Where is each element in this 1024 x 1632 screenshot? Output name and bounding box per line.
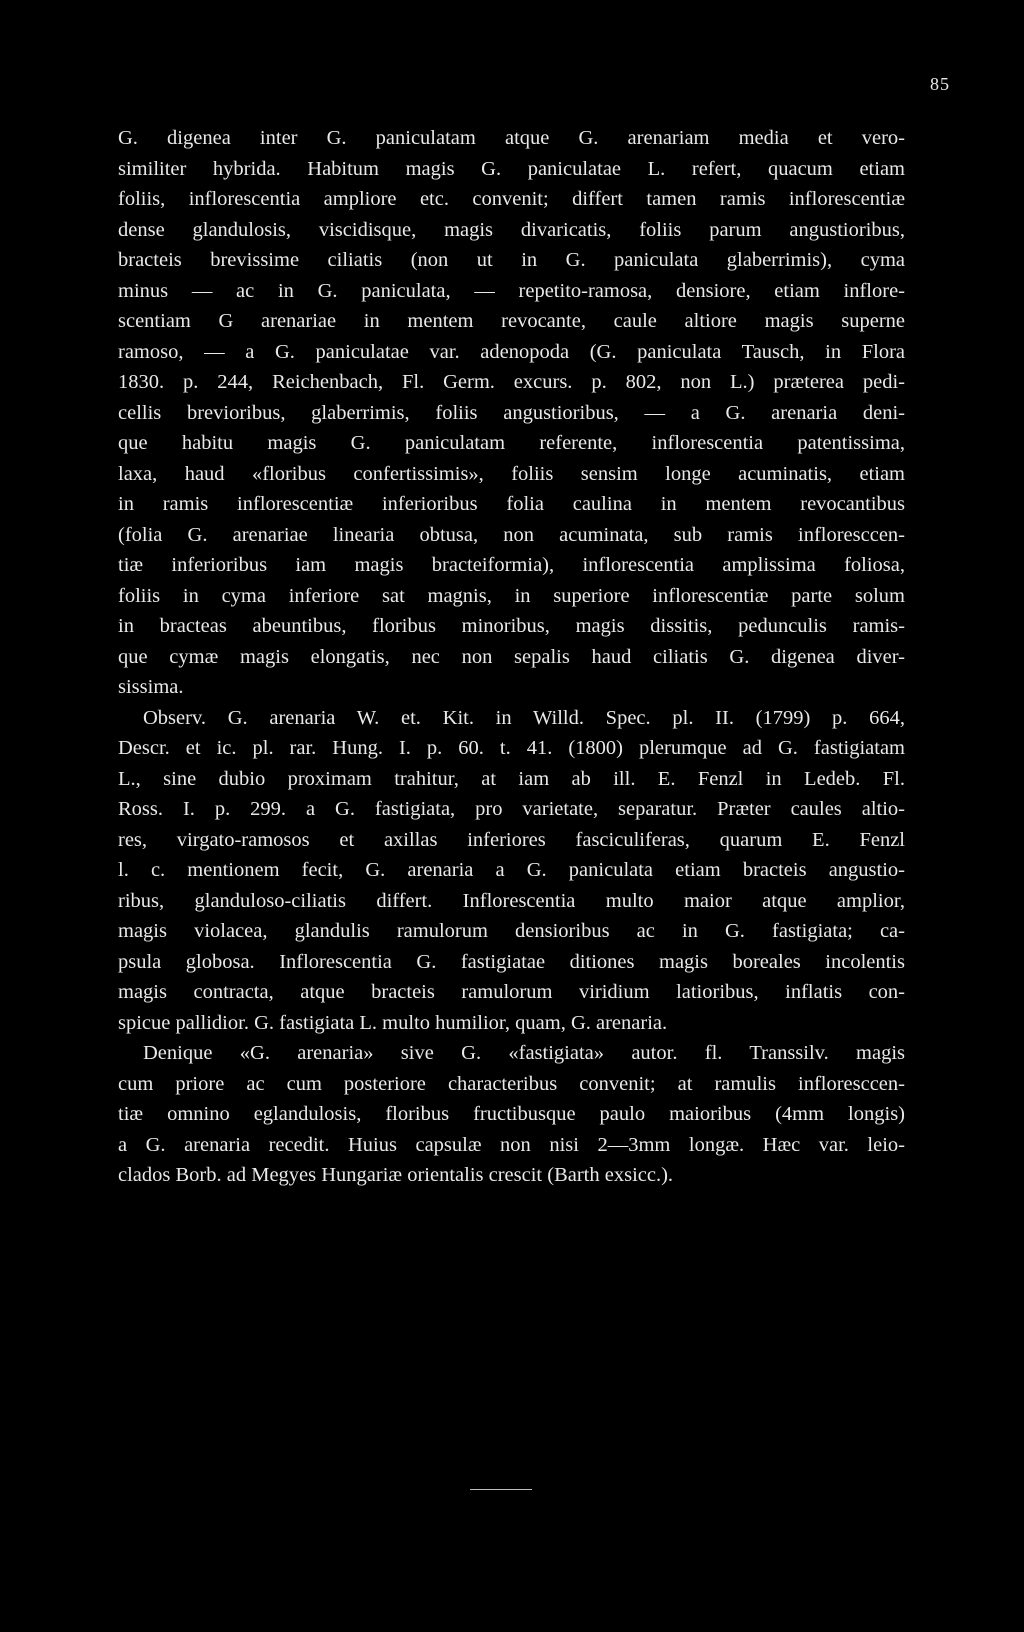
page-number: 85: [930, 74, 950, 94]
text-line: Ross. I. p. 299. a G. fastigiata, pro varietate, separatur. Præter caules altio-: [118, 798, 905, 820]
text-line: Descr. et ic. pl. rar. Hung. I. p. 60. t. 41. (1800) plerumque ad G. fastigiatam: [118, 737, 905, 759]
text-line: clados Borb. ad Megyes Hungariæ orientalis crescit (Barth exsicc.).: [118, 1164, 674, 1186]
text-line: bracteis brevissime ciliatis (non ut in G. paniculata glaberrimis), cyma: [118, 249, 905, 271]
text-line: a G. arenaria recedit. Huius capsulæ non nisi 2—3mm longæ. Hæc var. leio-: [118, 1133, 905, 1156]
text-line: Observ. G. arenaria W. et. Kit. in Willd. Spec. pl. II. (1799) p. 664,: [143, 706, 905, 729]
text-line: ramoso, — a G. paniculatae var. adenopoda (G. paniculata Tausch, in Flora: [118, 340, 905, 363]
text-line: que habitu magis G. paniculatam referente, inflorescentia patentissima,: [118, 432, 905, 454]
body-text: [118, 123, 905, 1191]
text-line: similiter hybrida. Habitum magis G. paniculatae L. refert, quacum etiam: [118, 157, 905, 180]
text-line: cum priore ac cum posteriore characteribus convenit; at ramulis infloresccen-: [118, 1072, 905, 1095]
text-line: laxa, haud «floribus confertissimis», foliis sensim longe acuminatis, etiam: [118, 462, 905, 485]
text-line: G. digenea inter G. paniculatam atque G. arenariam media et vero-: [118, 127, 905, 149]
text-line: scentiam G arenariae in mentem revocante, caule altiore magis superne: [118, 310, 905, 332]
text-line: ribus, glanduloso-ciliatis differt. Inflorescentia multo maior atque amplior,: [118, 889, 905, 912]
text-line: l. c. mentionem fecit, G. arenaria a G. paniculata etiam bracteis angustio-: [118, 859, 905, 881]
text-line: foliis, inflorescentia ampliore etc. convenit; differt tamen ramis inflorescentiæ: [118, 188, 905, 210]
text-line: tiæ inferioribus iam magis bracteiformia), inflorescentia amplissima foliosa,: [118, 554, 905, 576]
text-line: res, virgato-ramosos et axillas inferiores fasciculiferas, quarum E. Fenzl: [118, 828, 905, 851]
text-line: minus — ac in G. paniculata, — repetito-ramosa, densiore, etiam inflore-: [118, 279, 905, 302]
text-line: magis contracta, atque bracteis ramulorum viridium latioribus, inflatis con-: [118, 981, 905, 1003]
text-line: L., sine dubio proximam trahitur, at iam ab ill. E. Fenzl in Ledeb. Fl.: [118, 767, 905, 790]
end-rule: [470, 1489, 532, 1490]
text-line: spicue pallidior. G. fastigiata L. multo humilior, quam, G. arenaria.: [118, 1011, 668, 1034]
text-line: Denique «G. arenaria» sive G. «fastigiata» autor. fl. Transsilv. magis: [143, 1042, 905, 1064]
text-line: que cymæ magis elongatis, nec non sepalis haud ciliatis G. digenea diver-: [118, 645, 905, 668]
text-line: cellis brevioribus, glaberrimis, foliis angustioribus, — a G. arenaria deni-: [118, 401, 905, 424]
text-line: dense glandulosis, viscidisque, magis divaricatis, foliis parum angustioribus,: [118, 218, 905, 241]
text-line: foliis in cyma inferiore sat magnis, in superiore inflorescentiæ parte solum: [118, 584, 905, 607]
text-line: (folia G. arenariae linearia obtusa, non acuminata, sub ramis infloresccen-: [118, 523, 905, 546]
text-line: magis violacea, glandulis ramulorum densioribus ac in G. fastigiata; ca-: [118, 920, 905, 942]
text-line: psula globosa. Inflorescentia G. fastigiatae ditiones magis boreales incolentis: [118, 950, 905, 973]
text-line: sissima.: [118, 676, 184, 698]
text-line: tiæ omnino eglandulosis, floribus fructibusque paulo maioribus (4mm longis): [118, 1103, 905, 1125]
text-line: in bracteas abeuntibus, floribus minoribus, magis dissitis, pedunculis ramis-: [118, 615, 905, 637]
text-line: in ramis inflorescentiæ inferioribus folia caulina in mentem revocantibus: [118, 493, 905, 515]
text-line: 1830. p. 244, Reichenbach, Fl. Germ. excurs. p. 802, non L.) præterea pedi-: [118, 371, 905, 393]
